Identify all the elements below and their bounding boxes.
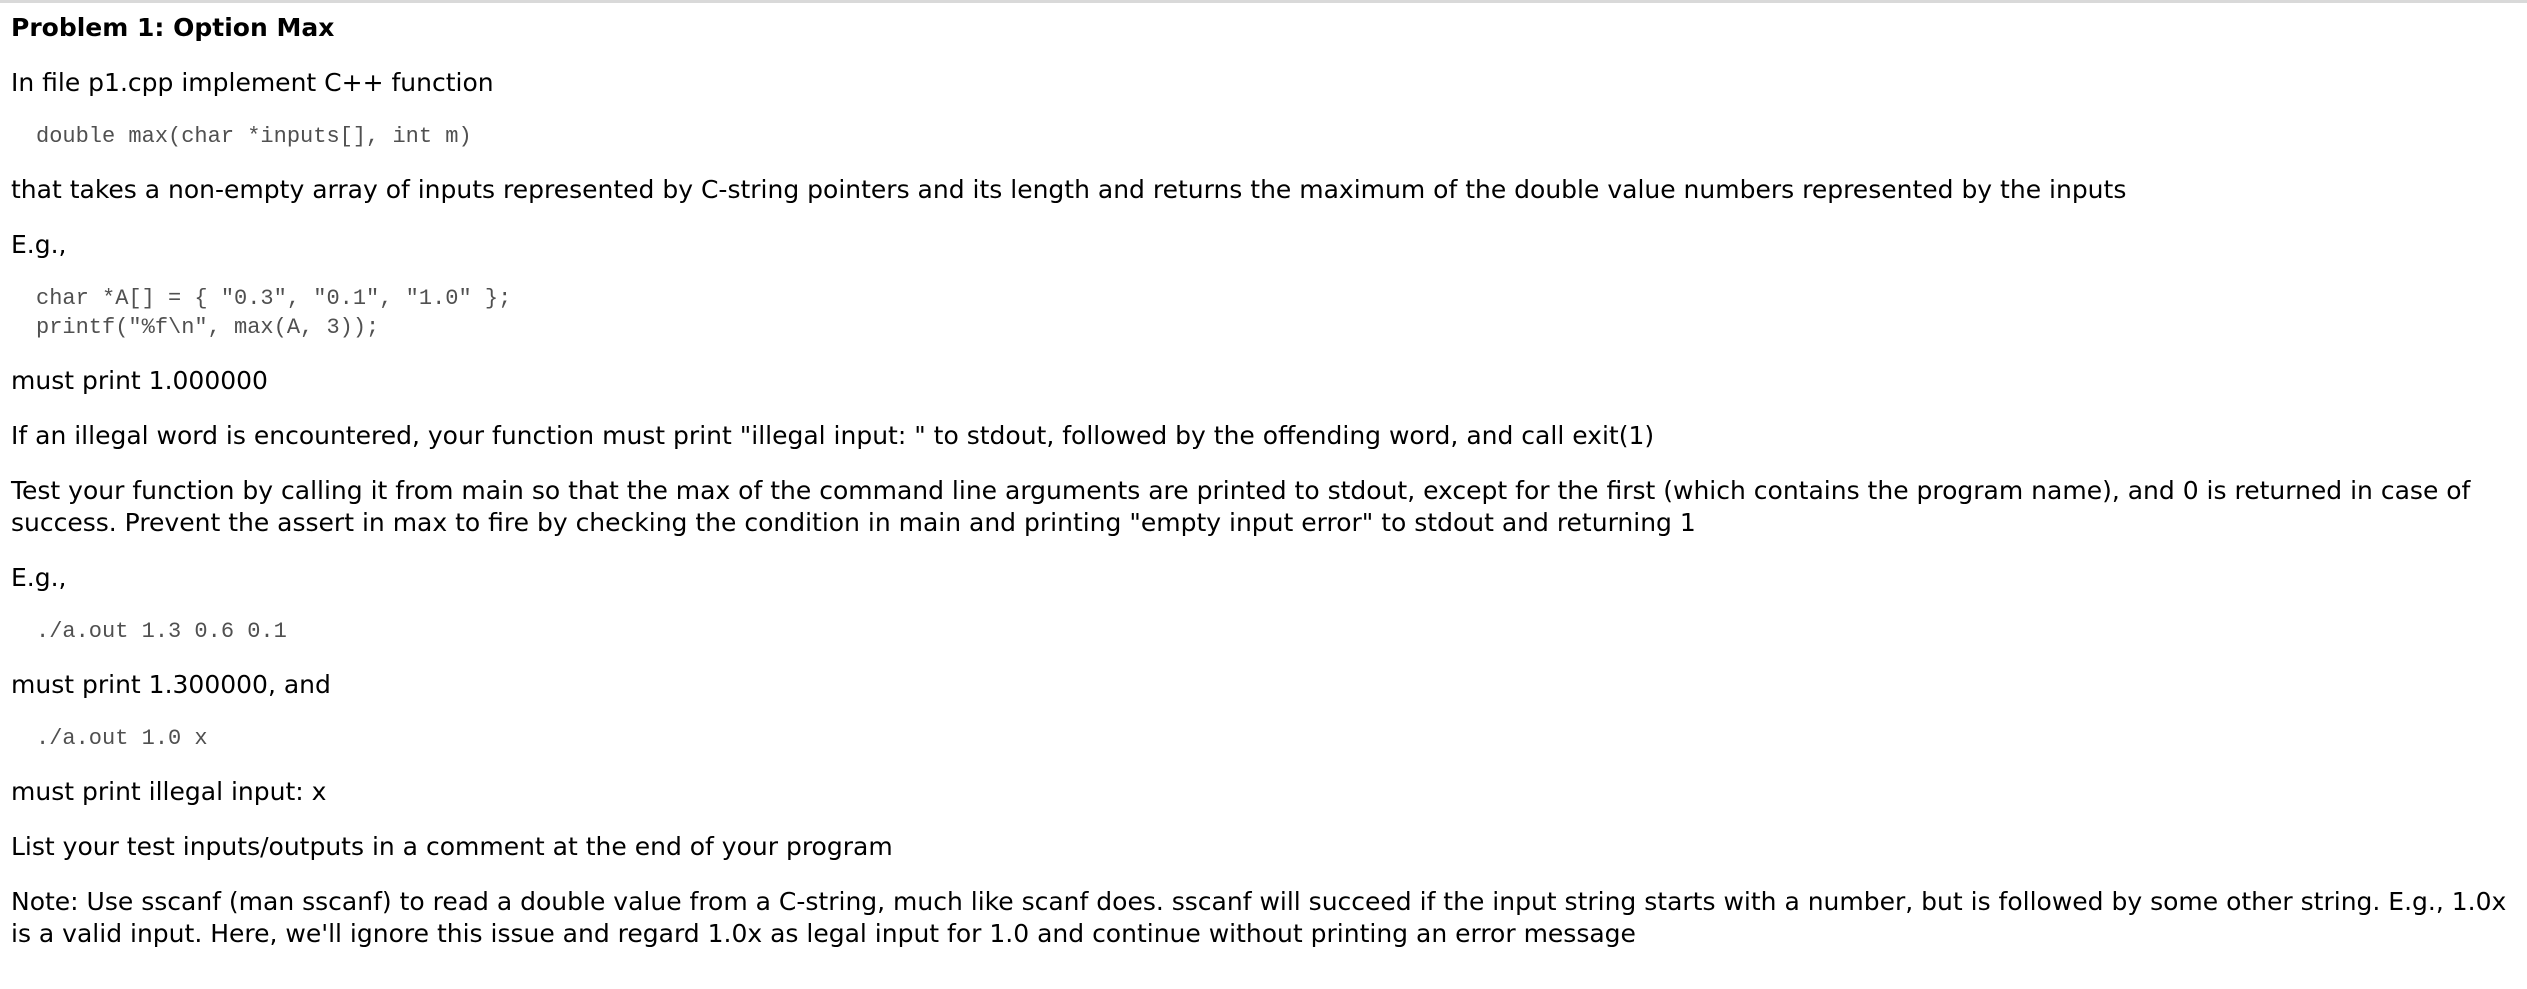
intro-text: In file p1.cpp implement C++ function xyxy=(11,68,494,97)
list-tests-text: List your test inputs/outputs in a comment at the end of your program xyxy=(11,832,893,861)
test-main-text: Test your function by calling it from main so that the max of the command line arguments are printed to stdout, except for the first (which contains the program name), and 0 is returned in case of success. Prevent the assert in max to fire by checking the condition in main and printing "empty input error" to stdout and returning 1 xyxy=(11,476,2471,537)
note-text: Note: Use sscanf (man sscanf) to read a double value from a C-string, much like scanf does. sscanf will succeed if the input string starts with a number, but is followed by some other string. E.g., 1.0x is a valid input. Here, we'll ignore this issue and regard 1.0x as legal input for 1.0 and continue without printing an error message xyxy=(11,887,2507,948)
command-code-block xyxy=(11,724,2516,753)
code-line: printf("%f\n", max(A, 3)); xyxy=(36,315,380,340)
code-line: double max(char *inputs[], int m) xyxy=(36,124,472,149)
command-code-block xyxy=(11,617,2516,646)
must-print-text: must print illegal input: x xyxy=(11,777,327,806)
code-line: ./a.out 1.0 x xyxy=(36,726,208,751)
example-code-block xyxy=(11,284,2516,342)
top-border xyxy=(0,0,2527,3)
code-line: char *A[] = { "0.3", "0.1", "1.0" }; xyxy=(36,286,512,311)
eg-label: E.g., xyxy=(11,563,67,592)
must-print-text: must print 1.300000, and xyxy=(11,670,331,699)
illegal-word-text: If an illegal word is encountered, your function must print "illegal input: " to stdout, followed by the offending word, and call exit(1) xyxy=(11,421,1655,450)
eg-label: E.g., xyxy=(11,230,67,259)
function-signature-code xyxy=(11,122,2516,151)
problem-title: Problem 1: Option Max xyxy=(11,13,335,42)
code-line: ./a.out 1.3 0.6 0.1 xyxy=(36,619,287,644)
problem-document xyxy=(11,12,2516,973)
description-text: that takes a non-empty array of inputs represented by C-string pointers and its length and returns the maximum of the double value numbers represented by the inputs xyxy=(11,175,2127,204)
must-print-text: must print 1.000000 xyxy=(11,366,268,395)
